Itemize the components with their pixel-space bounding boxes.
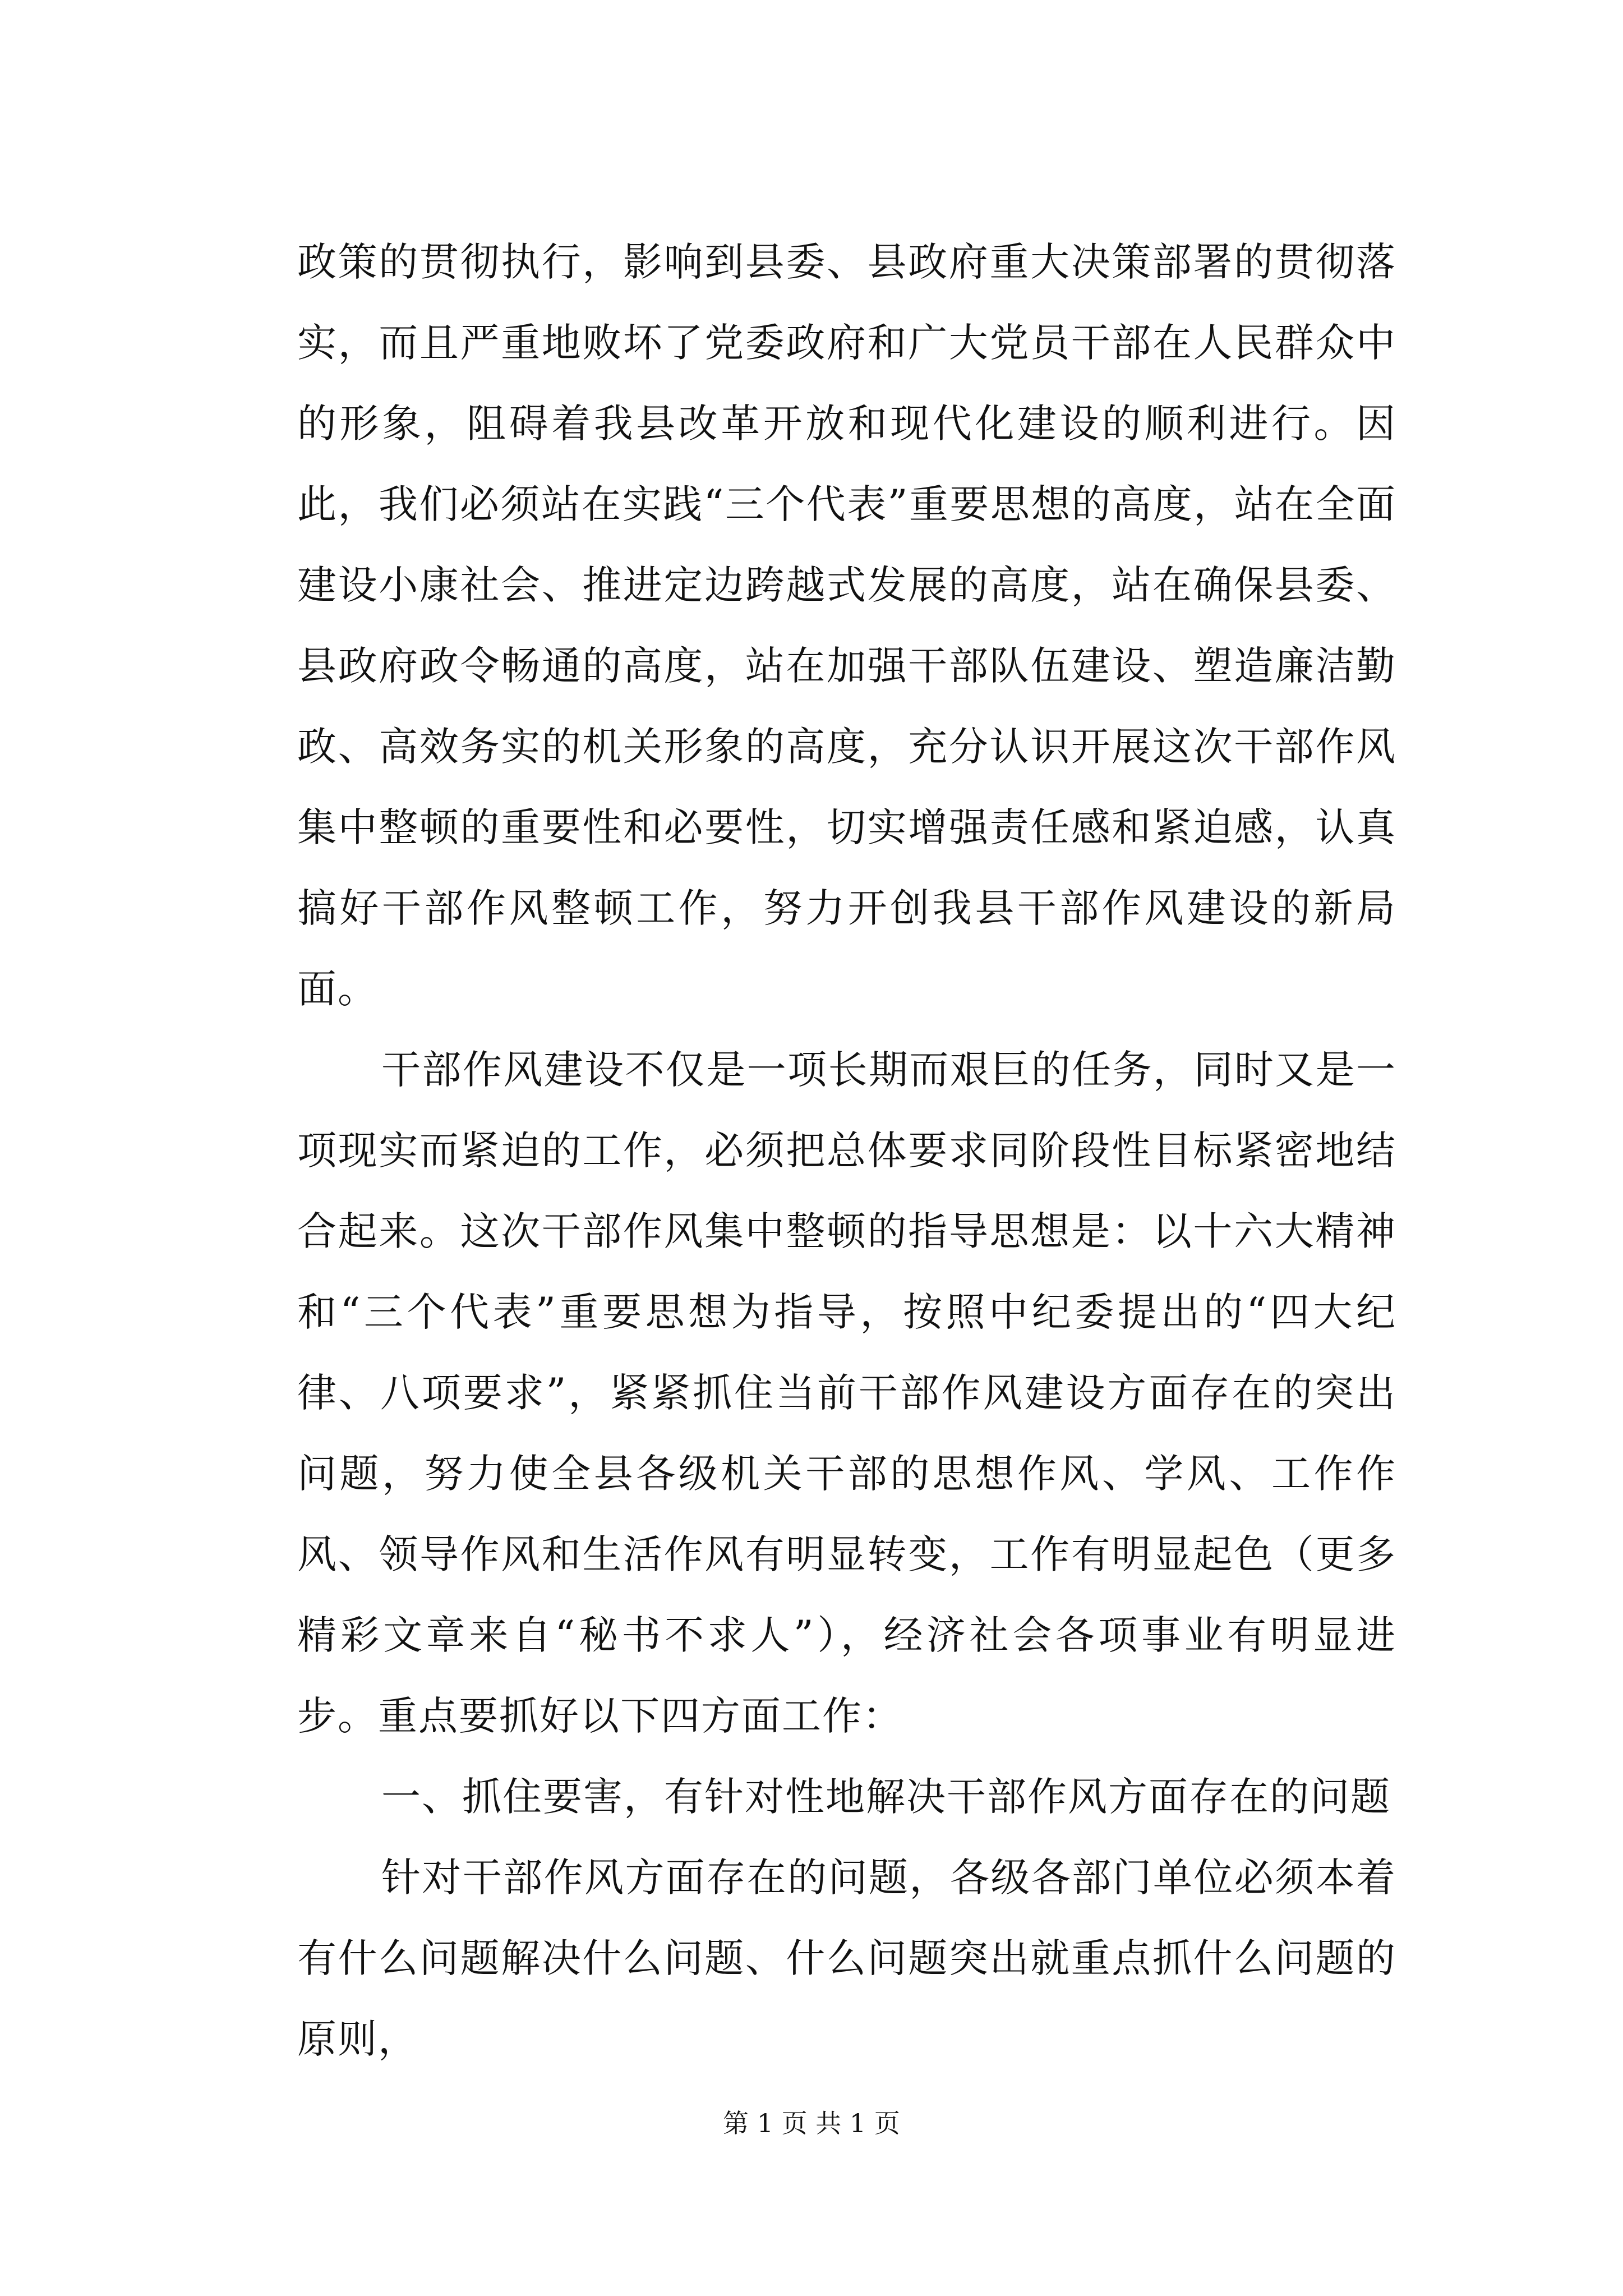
page-footer: 第 1 页 共 1 页 [723, 2108, 900, 2138]
paragraph-3: 针对干部作风方面存在的问题，各级各部门单位必须本着有什么问题解决什么问题、什么问题突出就重点抓什么问题的原则， [297, 1855, 1396, 2062]
document-body [297, 222, 1396, 2079]
paragraph-1: 政策的贯彻执行，影响到县委、县政府重大决策部署的贯彻落实，而且严重地败坏了党委政府和广大党员干部在人民群众中的形象，阻碍着我县改革开放和现代化建设的顺利进行。因此，我们必须站在实践“三个代表”重要思想的高度，站在全面建设小康社会、推进定边跨越式发展的高度，站在确保县委、县政府政令畅通的高度，站在加强干部队伍建设、塑造廉洁勤政、高效务实的机关形象的高度，充分认识开展这次干部作风集中整顿的重要性和必要性，切实增强责任感和紧迫感，认真搞好干部作风整顿工作，努力开创我县干部作风建设的新局面。 [297, 239, 1396, 1012]
paragraph-2: 干部作风建设不仅是一项长期而艰巨的任务，同时又是一项现实而紧迫的工作，必须把总体要求同阶段性目标紧密地结合起来。这次干部作风集中整顿的指导思想是：以十六大精神和“三个代表”重要思想为指导，按照中纪委提出的“四大纪律、八项要求”，紧紧抓住当前干部作风建设方面存在的突出问题，努力使全县各级机关干部的思想作风、学风、工作作风、领导作风和生活作风有明显转变，工作有明显起色（更多精彩文章来自“秘书不求人”），经济社会各项事业有明显进步。重点要抓好以下四方面工作： [297, 1047, 1396, 1739]
section-heading-1: 一、抓住要害，有针对性地解决干部作风方面存在的问题 [381, 1774, 1391, 1820]
